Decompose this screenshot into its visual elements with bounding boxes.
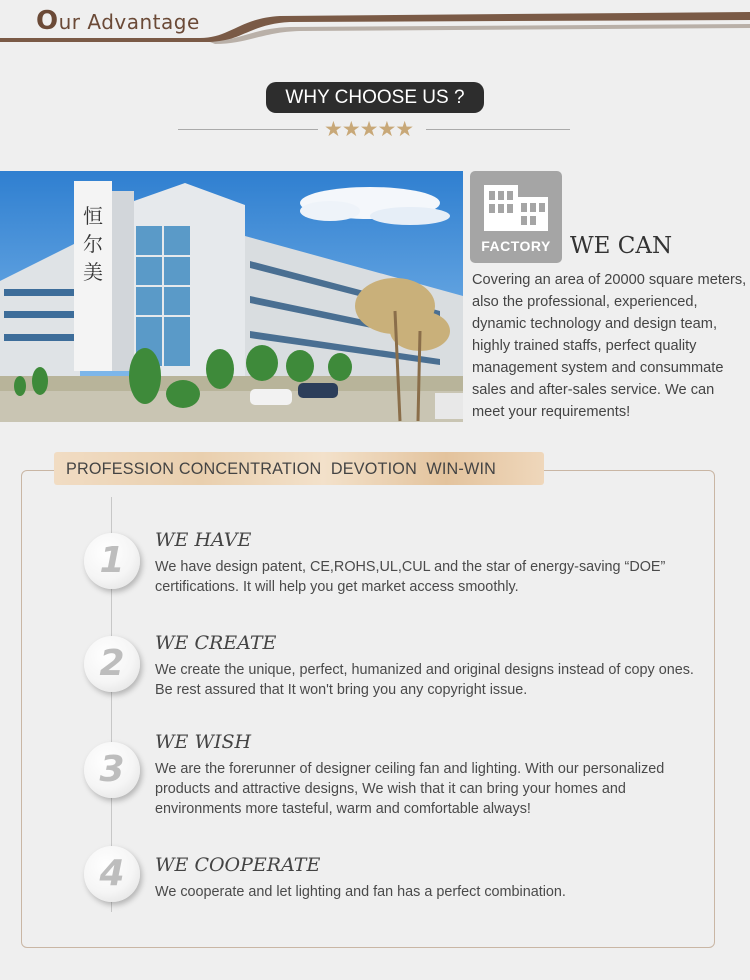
factory-label: FACTORY (481, 238, 551, 254)
sign-chinese: 恒 (83, 204, 103, 228)
number-badge: 3 (84, 742, 140, 798)
divider-right (426, 129, 570, 130)
factory-photo (0, 171, 463, 422)
item-title: WE WISH (155, 731, 252, 753)
item-description: We cooperate and let lighting and fan has a perfect combination. (155, 884, 566, 900)
section-title-rest: ur Advantage (58, 10, 200, 34)
we-can-description: Covering an area of 20000 square meters, also the professional, experienced, dynamic technology and design team, highly trained staffs, perfect quality management system and consummate sales and after-sales service. We can meet your requirements! (472, 272, 747, 420)
section-title (36, 6, 200, 36)
divider-left (178, 129, 318, 130)
item-description: We create the unique, perfect, humanized and original designs instead of copy ones. Be rest assured that It won't bring you any copyright issue. (155, 662, 694, 698)
number-badge: 4 (84, 846, 140, 902)
star-icon: ★★★★★ (324, 118, 414, 141)
item-description: We are the forerunner of designer ceiling fan and lighting. With our personalized products and attractive designs, We wish that it can bring your homes and environments more tasteful, warm and comfortable always! (155, 761, 665, 817)
item-title: WE HAVE (155, 529, 252, 551)
number-badge: 2 (84, 636, 140, 692)
item-title: WE CREATE (155, 632, 277, 654)
we-can-heading: WE CAN (570, 233, 673, 259)
section-title-initial: O (36, 6, 59, 36)
item-description: We have design patent, CE,ROHS,UL,CUL and the star of energy-saving “DOE” certifications. It will help you get market access smoothly. (155, 559, 666, 595)
svg-text:尔: 尔 (83, 232, 103, 256)
why-choose-us-badge: WHY CHOOSE US ? (266, 82, 484, 113)
number-badge: 1 (84, 533, 140, 589)
item-title: WE COOPERATE (155, 854, 321, 876)
motto-text: PROFESSION CONCENTRATION DEVOTION WIN-WIN (66, 460, 497, 478)
svg-text:美: 美 (83, 260, 103, 284)
